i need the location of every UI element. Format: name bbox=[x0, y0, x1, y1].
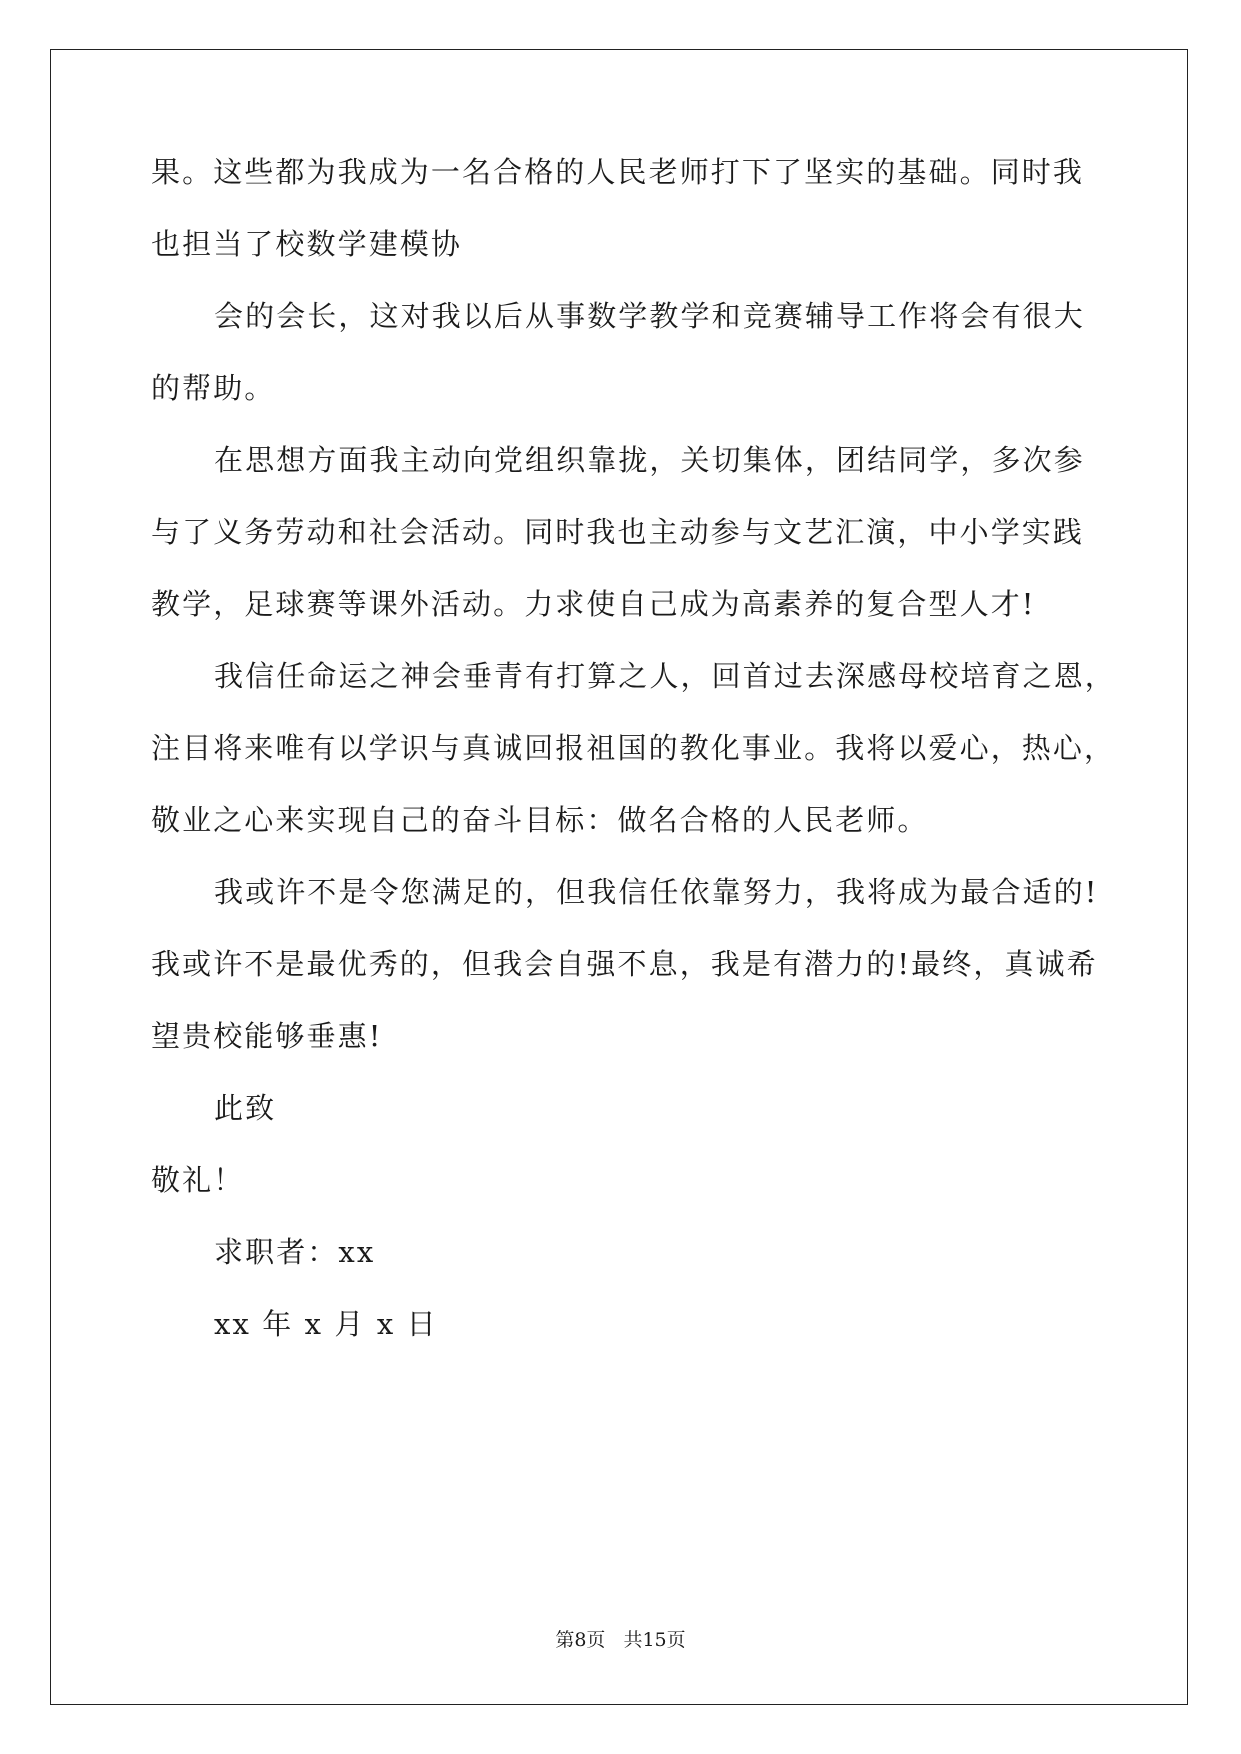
body-line: 与了义务劳动和社会活动。同时我也主动参与文艺汇演，中小学实践 bbox=[151, 515, 1085, 549]
body-line: 会的会长，这对我以后从事数学教学和竞赛辅导工作将会有很大 bbox=[214, 299, 1085, 333]
body-line: 敬业之心来实现自己的奋斗目标：做名合格的人民老师。 bbox=[151, 803, 929, 837]
body-line: 我信任命运之神会垂青有打算之人，回首过去深感母校培育之恩， bbox=[214, 659, 1116, 693]
body-line: 也担当了校数学建模协 bbox=[151, 227, 463, 261]
page-total: 共15页 bbox=[623, 1629, 686, 1651]
body-line: 的帮助。 bbox=[151, 371, 276, 405]
body-line: 注目将来唯有以学识与真诚回报祖国的教化事业。我将以爱心，热心， bbox=[151, 731, 1116, 765]
body-line: 望贵校能够垂惠! bbox=[151, 1019, 383, 1053]
body-line: 教学，足球赛等课外活动。力求使自己成为高素养的复合型人才! bbox=[151, 587, 1036, 621]
salutation: 敬礼！ bbox=[151, 1163, 245, 1197]
page-number: 第8页 bbox=[555, 1629, 606, 1651]
page-footer bbox=[0, 1628, 1241, 1652]
body-line: 果。这些都为我成为一名合格的人民老师打下了坚实的基础。同时我 bbox=[151, 155, 1085, 189]
body-line: 我或许不是最优秀的，但我会自强不息，我是有潜力的!最终，真诚希 bbox=[151, 947, 1098, 981]
closing-greeting: 此致 bbox=[214, 1091, 277, 1125]
applicant-signature: 求职者：xx bbox=[214, 1235, 376, 1269]
body-line: 在思想方面我主动向党组织靠拢，关切集体，团结同学，多次参 bbox=[214, 443, 1085, 477]
body-line: 我或许不是令您满足的，但我信任依靠努力，我将成为最合适的! bbox=[214, 875, 1099, 909]
letter-date: xx 年 x 月 x 日 bbox=[214, 1307, 438, 1341]
